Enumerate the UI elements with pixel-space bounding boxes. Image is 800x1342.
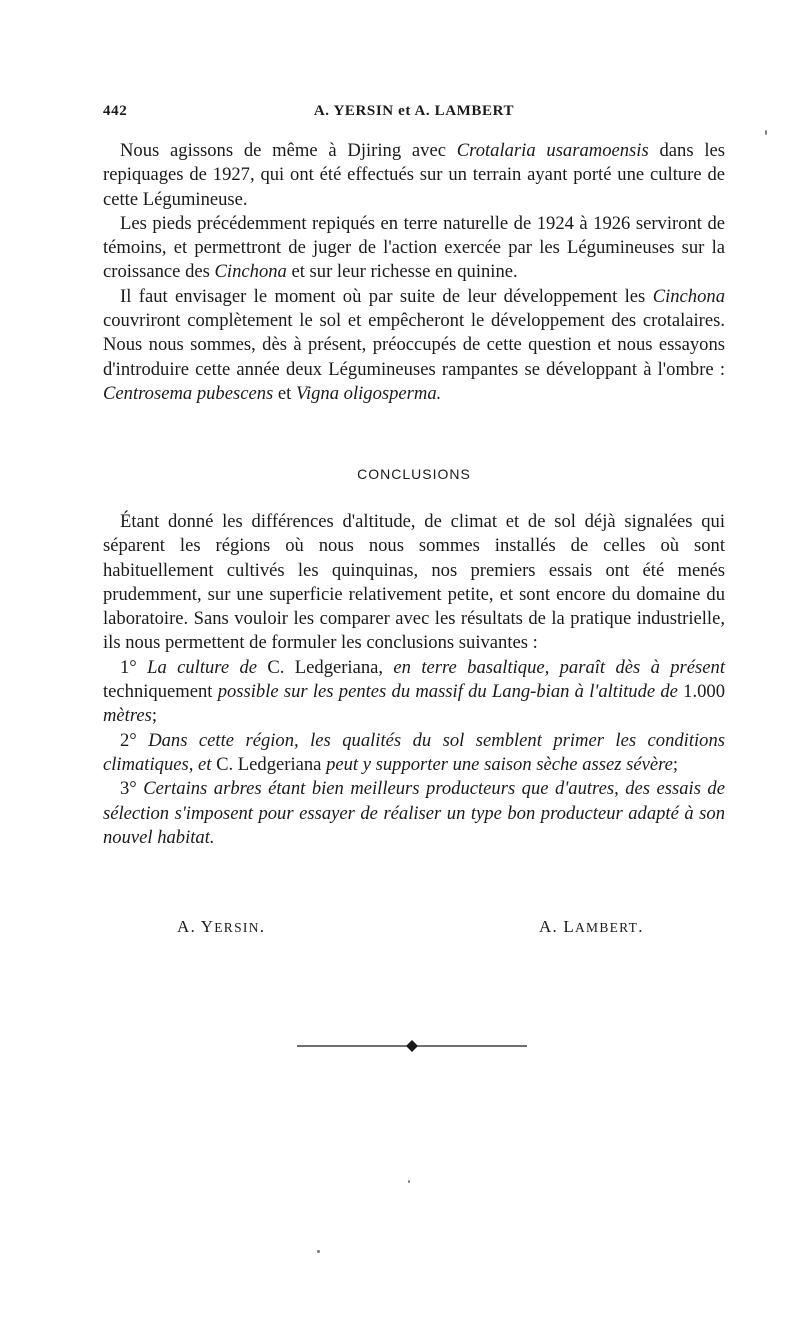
italic-run: en terre basaltique, paraît dès à présent [393,656,725,678]
italic-run: Cinchona [214,261,287,283]
conclusions-text [103,510,725,850]
text-run: ; [151,705,158,727]
italic-run: Crotalaria usaramoensis [456,140,649,161]
text-run: techniquement [103,681,218,703]
text-run: 1° [120,656,148,678]
signature-lambert: A. LAMBERT. [539,917,644,936]
text-run: et [273,382,296,404]
text-run: 3° [120,778,144,800]
conclusion-item [103,729,725,778]
italic-run: Cinchona [652,285,725,307]
italic-run: Vigna oligosperma. [295,382,442,404]
print-speck [317,1250,320,1253]
italic-run: possible sur les pentes du massif du Lang-bian à l'altitude de [217,681,684,703]
text-run: Les pieds précédemment repiqués en terre naturelle de 1924 à 1926 serviront de témoins, et permettront de juger de l'action exercée par les Légumineuses sur la croissance des [103,212,725,283]
section-heading: CONCLUSIONS [357,466,471,482]
page-number: 442 [103,103,128,119]
paragraph [103,139,725,212]
text-run: 2° [120,729,149,751]
italic-run: peut y supporter une saison sèche assez sévère [326,753,673,775]
print-speck [765,130,767,135]
text-run: Il faut envisager le moment où par suite de leur développement les [120,285,653,307]
conclusion-item [103,777,725,850]
body-text [103,139,725,406]
text-run: Nous agissons de même à Djiring avec [120,140,457,161]
italic-run: La culture de [147,656,268,678]
paragraph [103,285,725,406]
italic-run: Dans cette région, les qualités du sol semblent primer les conditions climatiques, et [103,729,726,775]
text-run: C. Ledgeriana, [267,656,394,678]
paragraph [103,510,725,656]
text-run: ; [672,753,679,775]
conclusion-item [103,656,725,729]
text-run: 1.000 [683,681,726,703]
italic-run: mètres [103,705,152,727]
text-run: Étant donné les différences d'altitude, de climat et de sol déjà signalées qui séparent les régions où nous nous sommes installés de celles où sont habituellement cultivés les quinquinas, nos premiers essais ont été menés prudemment, sur une superficie relativement petite, et sont encore du domaine du laboratoire. Sans vouloir les comparer avec les résultats de la pratique industrielle, ils nous permettent de formuler les conclusions suivantes : [103,511,725,654]
text-run: et sur leur richesse en quinine. [286,261,518,283]
text-run: C. Ledgeriana [216,753,327,775]
print-speck [408,1180,410,1183]
page-header [103,103,725,127]
text-run: couvriront complètement le sol et empêcheront le développement des crotalaires. Nous nous sommes, dès à présent, préoccupés de cette question et nous essayons d'introduire cette année deux Légumineuses rampantes se développant à l'ombre : [103,310,725,380]
signature-yersin: A. YERSIN. [177,917,266,936]
italic-run: Centrosema pubescens [103,382,274,404]
italic-run: Certains arbres étant bien meilleurs producteurs que d'autres, des essais de sélection s'imposent pour essayer de réaliser un type bon producteur adapté à son nouvel habitat. [103,778,725,848]
end-ornament-icon [297,1040,527,1052]
running-title: A. YERSIN et A. LAMBERT [313,103,515,119]
paragraph [103,212,725,285]
text-run: dans les repiquages de 1927, qui ont été effectués sur un terrain ayant porté une culture de cette Légumineuse. [103,140,725,210]
